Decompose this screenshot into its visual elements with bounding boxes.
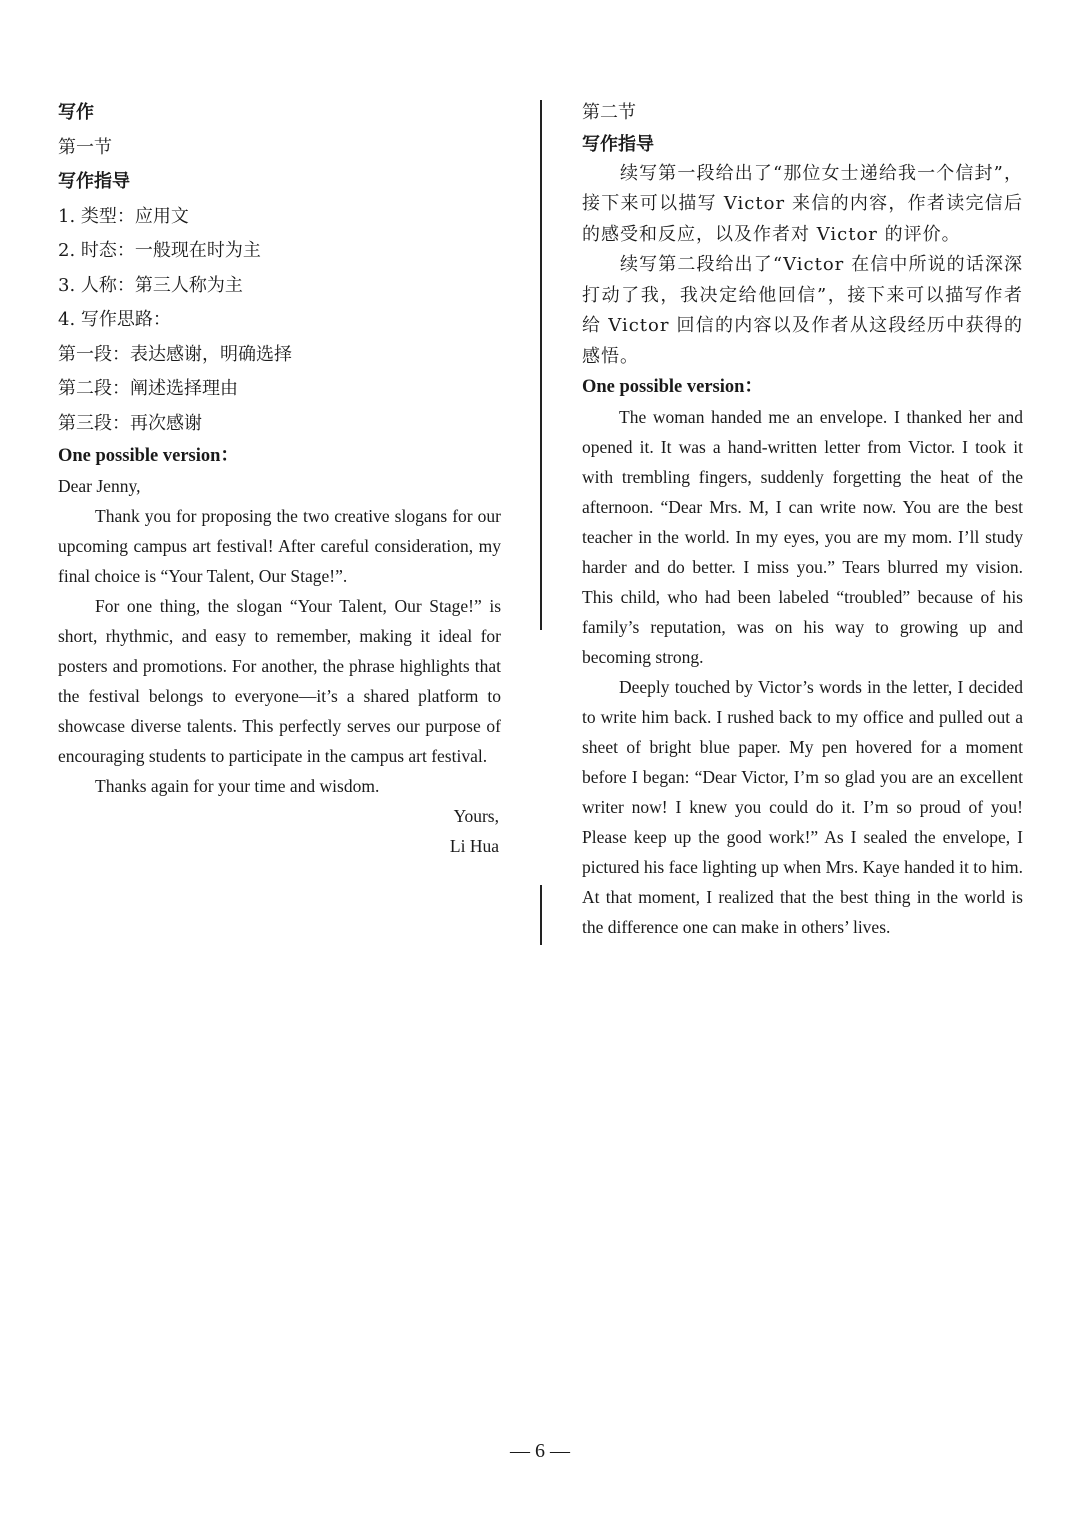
guide-item: 4. 写作思路： — [58, 309, 171, 330]
letter-paragraph: For one thing, the slogan “Your Talent, Our Stage!” is short, rhythmic, and easy to remember, making it ideal for posters and promotions. For another, the phrase highlights that the festival belongs to everyone—it’s a shared platform to showcase diverse talents. This perfectly serves our purpose of encouraging students to participate in the campus art festival. — [58, 596, 501, 766]
section-one-title: 第一节 — [58, 136, 112, 158]
section-two-title: 第二节 — [582, 102, 636, 123]
guide-paragraph: 续写第二段给出了“Victor 在信中所说的话深深打动了我，我决定给他回信”，接下来可以描写作者给 Victor 回信的内容以及作者从这段经历中获得的感悟。 — [582, 254, 1023, 367]
guide-item: 1. 类型：应用文 — [58, 205, 189, 227]
left-column — [58, 96, 501, 861]
guide-title: 写作指导 — [582, 133, 654, 155]
letter-salutation: Dear Jenny, — [58, 476, 141, 496]
guide-item: 2. 时态：一般现在时为主 — [58, 240, 261, 261]
guide-paragraph: 续写第一段给出了“那位女士递给我一个信封”，接下来可以描写 Victor 来信的内容，作者读完信后的感受和反应，以及作者对 Victor 的评价。 — [582, 162, 1023, 245]
guide-item: 第三段：再次感谢 — [58, 412, 202, 434]
right-column — [582, 96, 1023, 942]
page-number: — 6 — — [510, 1440, 570, 1462]
version-label: One possible version： — [582, 377, 763, 397]
guide-item: 第二段：阐述选择理由 — [58, 378, 238, 399]
story-paragraph: The woman handed me an envelope. I thanked her and opened it. It was a hand-written letter from Victor. I took it with trembling fingers, suddenly forgetting the heat of the afternoon. “Dear Mrs. M, I can write now. You are the best teacher in the world. In my eyes, you are my mom. I’ll study harder and do better. I miss you.” Tears blurred my vision. This child, who had been labeled “troubled” because of his family’s reputation, was on his way to growing up and becoming strong. — [582, 407, 1023, 667]
letter-paragraph: Thank you for proposing the two creative slogans for our upcoming campus art festival! After careful consideration, my final choice is “Your Talent, Our Stage!”. — [58, 506, 501, 586]
letter-closing: Yours, — [453, 806, 499, 826]
column-divider — [540, 100, 542, 630]
letter-signature: Li Hua — [449, 836, 499, 856]
story-paragraph: Deeply touched by Victor’s words in the letter, I decided to write him back. I rushed back to my office and pulled out a sheet of bright blue paper. My pen hovered for a moment before I began: “Dear Victor, I’m so glad you are an excellent writer now! I knew you could do it. I’m so proud of you! Please keep up the good work!” As I sealed the envelope, I pictured his face lighting up when Mrs. Kaye handed it to him. At that moment, I realized that the best thing in the world is the difference one can make in others’ lives. — [582, 677, 1023, 937]
guide-item: 3. 人称：第三人称为主 — [58, 274, 243, 296]
guide-item: 第一段：表达感谢，明确选择 — [58, 343, 292, 365]
writing-heading: 写作 — [58, 102, 94, 123]
letter-paragraph: Thanks again for your time and wisdom. — [95, 776, 380, 796]
column-divider — [540, 885, 542, 945]
version-label: One possible version： — [58, 446, 239, 466]
guide-title: 写作指导 — [58, 171, 130, 192]
